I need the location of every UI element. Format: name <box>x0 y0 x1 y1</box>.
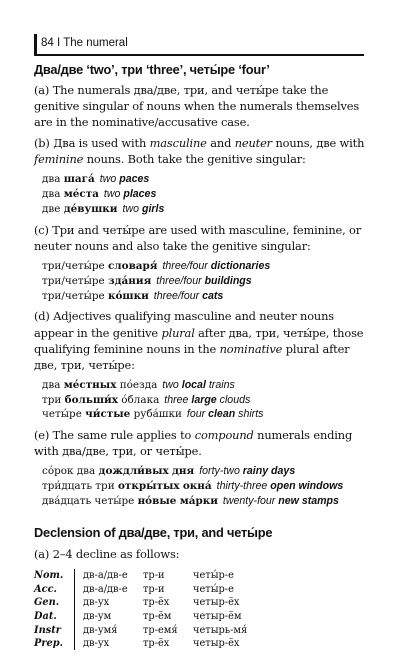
example-gloss: forty-two rainy days <box>199 465 296 478</box>
example-gloss: twenty-four new stamps <box>222 494 339 507</box>
declension-table <box>34 569 247 651</box>
example-gloss: two places <box>103 188 157 201</box>
example-noun: дня <box>172 465 195 478</box>
example-adjective: больши́х <box>64 393 118 406</box>
case-label: Dat. <box>34 610 57 622</box>
column-divider <box>75 637 84 651</box>
form-two: дв-ум <box>83 610 112 622</box>
example-line <box>42 259 366 274</box>
form-four: четыр-ёх <box>193 638 240 650</box>
example-adjective: чи́стые <box>85 408 131 421</box>
form-two: дв-а/дв-е <box>83 570 128 582</box>
para-b-text: (b) Два is used with <box>34 136 150 151</box>
example-numeral: два <box>42 188 61 201</box>
example-gloss: three/four buildings <box>156 274 252 287</box>
example-numeral: три/четы́ре <box>42 260 105 273</box>
form-three: тр-ёх <box>143 638 170 650</box>
form-four: четыр-ём <box>193 610 242 622</box>
para-d-text: (d) Adjectives qualifying masculine and neuter nouns appear in the genitive <box>34 309 334 340</box>
column-divider <box>75 569 84 583</box>
running-head-text <box>41 37 128 49</box>
form-two: дв-умя́ <box>83 624 118 636</box>
form-two: дв-ух <box>83 597 110 609</box>
example-numeral: три <box>42 393 62 406</box>
para-b-text: nouns, две with <box>271 136 365 151</box>
example-noun: ма́рки <box>179 494 218 507</box>
form-four: четы́р-е <box>193 570 234 582</box>
examples-b <box>34 172 366 216</box>
example-noun: о́блака <box>121 393 160 406</box>
page-content <box>34 62 366 650</box>
examples-e <box>34 464 366 508</box>
form-four: четыр-ёх <box>193 597 240 609</box>
case-label: Gen. <box>34 597 60 609</box>
case-label: Acc. <box>34 583 57 595</box>
table-row <box>34 582 247 596</box>
example-line <box>42 464 366 479</box>
para-b-text: nouns. Both take the genitive singular: <box>83 152 306 167</box>
example-numeral: четы́ре <box>42 408 82 421</box>
example-adjective: но́вые <box>137 494 177 507</box>
form-three: тр-ёх <box>143 597 170 609</box>
running-head-bar <box>34 34 37 54</box>
example-line <box>42 289 366 304</box>
example-noun: словаря́ <box>107 260 158 273</box>
form-two: дв-ух <box>83 638 110 650</box>
example-line <box>42 378 366 393</box>
example-noun: де́вушки <box>63 203 118 216</box>
para-b-text: and <box>206 136 235 151</box>
paragraph-f: (a) 2–4 decline as follows: <box>34 546 180 561</box>
paragraph-d <box>34 308 366 372</box>
form-three: тр-и <box>143 570 165 582</box>
example-line <box>42 274 366 289</box>
para-d-text: plural after две, три, четы́ре: <box>34 341 350 372</box>
form-two: дв-а/дв-е <box>83 583 128 595</box>
column-divider <box>75 610 84 624</box>
case-label: Prep. <box>34 638 64 650</box>
example-noun: руба́шки <box>133 408 182 421</box>
example-noun: по́езда <box>119 378 158 391</box>
example-numeral: три/четы́ре <box>42 289 105 302</box>
table-row <box>34 610 247 624</box>
example-gloss: three/four cats <box>153 289 224 302</box>
form-four: четы́р-е <box>193 583 234 595</box>
example-line <box>42 172 366 187</box>
examples-c <box>34 259 366 303</box>
example-line <box>42 479 366 494</box>
running-head-rule <box>34 54 364 56</box>
example-numeral: три́дцать три <box>42 480 115 493</box>
para-d-text: after два, три, четы́ре, those qualifying feminine nouns in the <box>34 325 364 356</box>
para-b-emphasis: feminine <box>34 152 84 167</box>
example-gloss: two paces <box>99 173 150 186</box>
example-numeral: два́дцать четы́ре <box>42 494 135 507</box>
paragraph-c: (c) Три and четы́ре are used with masculine, feminine, or neuter nouns and also take the genitive singular: <box>34 222 362 253</box>
declension-heading: Declension of два/две, три, and четы́ре <box>34 524 273 540</box>
example-numeral: со́рок два <box>42 465 96 478</box>
examples-d <box>34 378 366 422</box>
example-noun: ко́шки <box>107 289 149 302</box>
example-numeral: две <box>42 203 61 216</box>
paragraph-a: (a) The numerals два/две, три, and четы́ре take the genitive singular of nouns when the numerals themselves are in the nominative/accusative case. <box>34 83 360 130</box>
running-head-separator: I <box>57 37 61 49</box>
example-numeral: два <box>42 378 61 391</box>
example-adjective: откры́тых <box>117 480 180 493</box>
example-line <box>42 202 366 217</box>
paragraph-e <box>34 427 366 459</box>
example-noun: окна́ <box>182 480 212 493</box>
section-heading: Два/две ‘two’, три ‘three’, четы́ре ‘four’ <box>34 62 270 77</box>
form-three: тр-емя́ <box>143 624 178 636</box>
example-line <box>42 187 366 202</box>
para-e-text: numerals ending with два/две, три, or четы́ре. <box>34 428 353 459</box>
example-adjective: дождли́вых <box>98 465 169 478</box>
para-b-emphasis: neuter <box>234 136 272 151</box>
form-three: тр-и <box>143 583 165 595</box>
example-line <box>42 494 366 509</box>
column-divider <box>75 596 84 610</box>
example-numeral: два <box>42 173 61 186</box>
case-label: Nom. <box>34 570 64 582</box>
table-row <box>34 623 247 637</box>
example-gloss: three/four dictionaries <box>162 260 271 273</box>
form-four: четырь-мя́ <box>193 624 248 636</box>
para-e-emphasis: compound <box>194 428 254 443</box>
column-divider <box>75 623 84 637</box>
example-line <box>42 393 366 408</box>
table-row <box>34 637 247 651</box>
paragraph-b <box>34 135 366 167</box>
example-adjective: ме́стных <box>63 378 117 391</box>
example-numeral: три/четы́ре <box>42 274 105 287</box>
para-b-emphasis: masculine <box>149 136 207 151</box>
case-label: Instr <box>34 624 61 636</box>
example-noun: шага́ <box>63 173 95 186</box>
column-divider <box>75 582 84 596</box>
table-row <box>34 569 247 583</box>
example-gloss: thirty-three open windows <box>216 480 344 493</box>
para-d-emphasis: plural <box>161 325 195 340</box>
table-row <box>34 596 247 610</box>
example-gloss: two girls <box>122 203 165 216</box>
example-line <box>42 407 366 422</box>
example-gloss: four clean shirts <box>186 408 264 421</box>
running-head <box>34 32 364 56</box>
para-d-emphasis: nominative <box>219 341 283 356</box>
example-noun: зда́ния <box>107 274 152 287</box>
form-three: тр-ём <box>143 610 172 622</box>
example-noun: ме́ста <box>63 188 99 201</box>
chapter-title: The numeral <box>63 37 128 49</box>
para-e-text: (e) The same rule applies to <box>34 428 195 443</box>
example-gloss: three large clouds <box>164 393 251 406</box>
example-gloss: two local trains <box>162 378 235 391</box>
page-number: 84 <box>41 37 54 49</box>
